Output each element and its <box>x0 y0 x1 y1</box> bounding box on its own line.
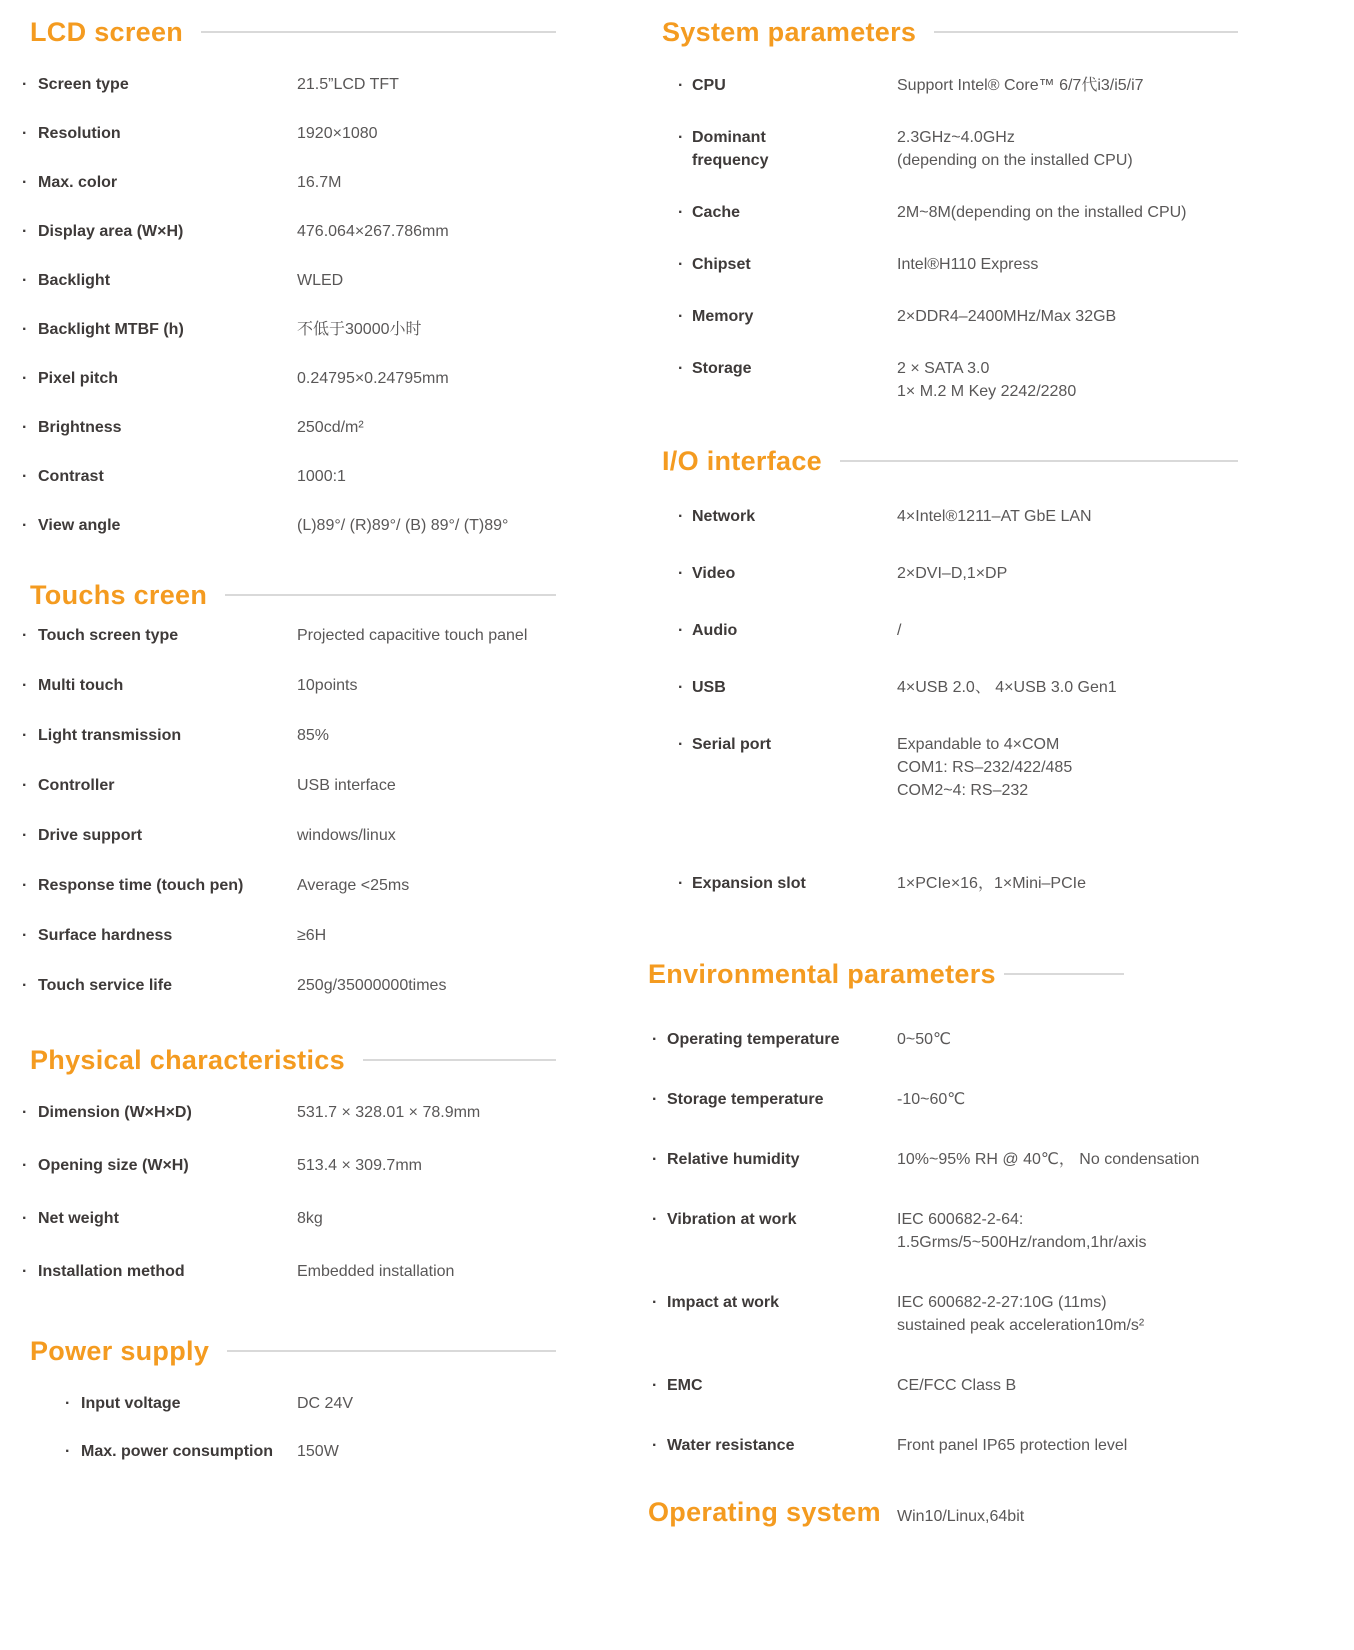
spec-value <box>897 1028 951 1051</box>
spec-label: Installation method <box>38 1263 185 1280</box>
spec-value <box>297 221 449 243</box>
bullet-icon: · <box>22 877 28 894</box>
section-header-system-parameters <box>648 14 1334 50</box>
spec-row <box>20 368 556 390</box>
spec-row <box>20 725 556 747</box>
spec-value-line: 4×USB 2.0、 4×USB 3.0 Gen1 <box>897 679 1117 696</box>
spec-value <box>297 319 422 341</box>
spec-row <box>20 1441 556 1463</box>
spec-label: Controller <box>38 777 115 794</box>
spec-row <box>20 875 556 897</box>
bullet-icon: · <box>678 204 684 221</box>
section-divider-line <box>1004 973 1124 975</box>
spec-row <box>648 357 1334 403</box>
spec-row <box>648 1148 1334 1171</box>
bullet-icon: · <box>678 565 684 582</box>
spec-value-line: Average <25ms <box>297 877 410 894</box>
section-header-touch-screen <box>20 577 556 613</box>
bullet-icon: · <box>678 622 684 639</box>
spec-value <box>897 305 1116 328</box>
spec-row <box>20 975 556 997</box>
spec-row <box>648 562 1334 585</box>
bullet-icon: · <box>22 1263 28 1280</box>
spec-row <box>20 675 556 697</box>
bullet-icon: · <box>65 1443 71 1460</box>
spec-value <box>297 123 378 145</box>
spec-row <box>20 172 556 194</box>
spec-value <box>297 975 446 997</box>
spec-value <box>297 825 396 847</box>
spec-value <box>297 1441 339 1463</box>
section-divider-line <box>840 460 1238 462</box>
bullet-icon: · <box>652 1151 658 1168</box>
bullet-icon: · <box>22 777 28 794</box>
spec-value-line: COM1: RS–232/422/485 <box>897 759 1073 776</box>
bullet-icon: · <box>652 1091 658 1108</box>
section-title-io-interface: I/O interface <box>662 446 822 476</box>
spec-label: Pixel pitch <box>38 370 119 387</box>
spec-label: Water resistance <box>667 1437 795 1454</box>
bullet-icon: · <box>22 677 28 694</box>
spec-value-line: Support Intel® Core™ 6/7代i3/i5/i7 <box>897 77 1144 94</box>
spec-value-line: 8kg <box>297 1210 323 1227</box>
section-inline-value: Win10/Linux,64bit <box>897 1508 1025 1525</box>
spec-value-line: 21.5”LCD TFT <box>297 76 399 93</box>
spec-value <box>297 1155 422 1177</box>
spec-value <box>897 253 1038 276</box>
spec-value-line: 2×DVI–D,1×DP <box>897 565 1008 582</box>
spec-value-line: Front panel IP65 protection level <box>897 1437 1128 1454</box>
spec-label: Relative humidity <box>667 1151 800 1168</box>
spec-row <box>20 270 556 292</box>
spec-row <box>20 221 556 243</box>
spec-value <box>897 676 1117 699</box>
spec-value-line: (depending on the installed CPU) <box>897 152 1133 169</box>
spec-row <box>20 925 556 947</box>
spec-row <box>648 1028 1334 1051</box>
spec-label: CPU <box>692 77 726 94</box>
spec-value <box>897 1434 1127 1457</box>
bullet-icon: · <box>678 736 684 753</box>
section-title-system-parameters: System parameters <box>662 17 917 47</box>
spec-value <box>897 1374 1016 1397</box>
bullet-icon: · <box>22 125 28 142</box>
spec-label: Storage <box>692 360 752 377</box>
spec-value <box>297 775 396 797</box>
bullet-icon: · <box>22 1157 28 1174</box>
spec-value <box>297 466 346 488</box>
spec-value-line: Projected capacitive touch panel <box>297 627 528 644</box>
spec-label: Expansion slot <box>692 875 806 892</box>
spec-row <box>648 619 1334 642</box>
section-divider-line <box>201 31 556 33</box>
spec-label: Contrast <box>38 468 104 485</box>
bullet-icon: · <box>22 727 28 744</box>
spec-value-line: 不低于30000小时 <box>297 321 422 338</box>
spec-value-line: 85% <box>297 727 330 744</box>
section-title-power-supply: Power supply <box>30 1336 210 1366</box>
bullet-icon: · <box>22 174 28 191</box>
bullet-icon: · <box>22 419 28 436</box>
spec-value-line: 4×Intel®1211–AT GbE LAN <box>897 508 1092 525</box>
spec-value-line: 0~50℃ <box>897 1031 952 1048</box>
spec-value-line: 1920×1080 <box>297 125 378 142</box>
bullet-icon: · <box>652 1437 658 1454</box>
spec-label: Memory <box>692 308 754 325</box>
bullet-icon: · <box>22 927 28 944</box>
spec-row <box>20 775 556 797</box>
spec-value-line: USB interface <box>297 777 396 794</box>
spec-label: Max. power consumption <box>81 1443 274 1460</box>
spec-value <box>297 1102 480 1124</box>
spec-value <box>897 1208 1146 1254</box>
spec-row <box>20 1261 556 1283</box>
spec-value-line: / <box>897 622 902 639</box>
bullet-icon: · <box>678 360 684 377</box>
right-column <box>648 14 1334 1530</box>
spec-value-line: sustained peak acceleration10m/s² <box>897 1317 1145 1334</box>
section-divider-line <box>934 31 1238 33</box>
section-operating-system <box>648 1494 1334 1530</box>
spec-label: EMC <box>667 1377 703 1394</box>
bullet-icon: · <box>652 1031 658 1048</box>
section-header-power-supply <box>20 1333 556 1369</box>
bullet-icon: · <box>678 875 684 892</box>
spec-value-line: 2M~8M(depending on the installed CPU) <box>897 204 1187 221</box>
bullet-icon: · <box>652 1377 658 1394</box>
spec-value <box>897 1291 1144 1337</box>
spec-value-line: 1× M.2 M Key 2242/2280 <box>897 383 1077 400</box>
section-title-environmental-parameters: Environmental parameters <box>648 959 996 989</box>
spec-row <box>20 466 556 488</box>
spec-value-line: Expandable to 4×COM <box>897 736 1060 753</box>
spec-label: Serial port <box>692 736 772 753</box>
spec-value <box>297 1261 454 1283</box>
spec-value-line: WLED <box>297 272 344 289</box>
bullet-icon: · <box>22 1104 28 1121</box>
spec-value <box>897 619 901 642</box>
section-divider-line <box>225 594 556 596</box>
spec-value <box>897 74 1144 97</box>
spec-value <box>897 201 1187 224</box>
spec-value <box>297 172 341 194</box>
section-io-interface <box>648 443 1334 895</box>
spec-label: Multi touch <box>38 677 124 694</box>
spec-value-line: IEC 600682-2-27:10G (11ms) <box>897 1294 1107 1311</box>
spec-value-line: 1.5Grms/5~500Hz/random,1hr/axis <box>897 1234 1147 1251</box>
spec-label: Dimension (W×H×D) <box>38 1104 192 1121</box>
spec-label: Backlight MTBF (h) <box>38 321 184 338</box>
bullet-icon: · <box>22 370 28 387</box>
section-physical-characteristics <box>20 1042 556 1283</box>
spec-row <box>20 1208 556 1230</box>
bullet-icon: · <box>652 1211 658 1228</box>
spec-label: Light transmission <box>38 727 182 744</box>
spec-row <box>648 1088 1334 1111</box>
bullet-icon: · <box>22 76 28 93</box>
bullet-icon: · <box>22 223 28 240</box>
spec-value <box>297 270 343 292</box>
bullet-icon: · <box>22 272 28 289</box>
spec-label: Resolution <box>38 125 121 142</box>
spec-label: Impact at work <box>667 1294 780 1311</box>
spec-value-line: -10~60℃ <box>897 1091 966 1108</box>
bullet-icon: · <box>22 627 28 644</box>
spec-value-line: CE/FCC Class B <box>897 1377 1017 1394</box>
spec-value <box>897 1148 1199 1171</box>
spec-value <box>297 925 326 947</box>
spec-value-line: 16.7M <box>297 174 342 191</box>
section-header-operating-system <box>648 1494 1334 1530</box>
spec-label: Touch screen type <box>38 627 179 644</box>
spec-label: Display area (W×H) <box>38 223 184 240</box>
spec-label: Storage temperature <box>667 1091 824 1108</box>
spec-value <box>297 515 508 537</box>
spec-value-line: 531.7 × 328.01 × 78.9mm <box>297 1104 481 1121</box>
spec-row <box>20 1393 556 1415</box>
spec-row <box>648 676 1334 699</box>
spec-value-line: 513.4 × 309.7mm <box>297 1157 422 1174</box>
bullet-icon: · <box>678 129 684 146</box>
spec-value-line: 476.064×267.786mm <box>297 223 449 240</box>
spec-value-line: 1×PCIe×16，1×Mini–PCIe <box>897 875 1087 892</box>
spec-label: Opening size (W×H) <box>38 1157 189 1174</box>
spec-value-line: Intel®H110 Express <box>897 256 1039 273</box>
spec-label: Input voltage <box>81 1395 181 1412</box>
spec-value <box>297 368 449 390</box>
spec-label: USB <box>692 679 726 696</box>
spec-row <box>20 123 556 145</box>
spec-value-line: COM2~4: RS–232 <box>897 782 1029 799</box>
bullet-icon: · <box>652 1294 658 1311</box>
spec-row <box>648 1434 1334 1457</box>
spec-value-line: 1000:1 <box>297 468 346 485</box>
bullet-icon: · <box>22 321 28 338</box>
spec-label: Max. color <box>38 174 118 191</box>
spec-label: Cache <box>692 204 741 221</box>
spec-row <box>20 1102 556 1124</box>
section-header-physical-characteristics <box>20 1042 556 1078</box>
spec-label: Video <box>692 565 736 582</box>
spec-label: Backlight <box>38 272 111 289</box>
spec-label: Network <box>692 508 756 525</box>
bullet-icon: · <box>65 1395 71 1412</box>
spec-value-line: 10points <box>297 677 358 694</box>
spec-value-line: ≥6H <box>297 927 327 944</box>
spec-value-line: 2×DDR4–2400MHz/Max 32GB <box>897 308 1117 325</box>
spec-value <box>897 733 1072 802</box>
spec-row <box>20 515 556 537</box>
spec-row <box>648 201 1334 224</box>
spec-value <box>897 1088 965 1111</box>
bullet-icon: · <box>22 517 28 534</box>
spec-value-line: 250cd/m² <box>297 419 364 436</box>
spec-row <box>648 1374 1334 1397</box>
spec-label: Dominant frequency <box>692 129 769 169</box>
spec-value-line: 0.24795×0.24795mm <box>297 370 449 387</box>
spec-row <box>648 505 1334 528</box>
bullet-icon: · <box>22 1210 28 1227</box>
section-divider-line <box>227 1350 556 1352</box>
spec-value-line: 150W <box>297 1443 339 1460</box>
spec-value-line: windows/linux <box>297 827 396 844</box>
bullet-icon: · <box>22 468 28 485</box>
spec-value <box>297 875 409 897</box>
spec-value <box>297 725 329 747</box>
bullet-icon: · <box>678 77 684 94</box>
spec-row <box>20 825 556 847</box>
spec-label: View angle <box>38 517 121 534</box>
spec-row <box>648 305 1334 328</box>
spec-row <box>20 417 556 439</box>
spec-row <box>20 1155 556 1177</box>
spec-value-line: 2 × SATA 3.0 <box>897 360 990 377</box>
spec-row <box>20 319 556 341</box>
spec-row <box>648 1208 1334 1254</box>
bullet-icon: · <box>678 679 684 696</box>
section-lcd-screen <box>20 14 556 537</box>
section-header-environmental-parameters <box>648 956 1334 992</box>
spec-value <box>897 357 1076 403</box>
section-power-supply <box>20 1333 556 1463</box>
spec-value <box>897 126 1133 172</box>
spec-value <box>297 417 364 439</box>
section-environmental-parameters <box>648 956 1334 1457</box>
spec-value-line: 10%~95% RH @ 40℃， No condensation <box>897 1151 1200 1168</box>
bullet-icon: · <box>678 308 684 325</box>
spec-label: Operating temperature <box>667 1031 840 1048</box>
spec-row <box>648 253 1334 276</box>
spec-label: Audio <box>692 622 738 639</box>
spec-label: Surface hardness <box>38 927 173 944</box>
section-header-lcd-screen <box>20 14 556 50</box>
spec-label: Vibration at work <box>667 1211 797 1228</box>
spec-row <box>648 74 1334 97</box>
spec-value <box>297 1208 323 1230</box>
spec-label: Response time (touch pen) <box>38 877 244 894</box>
section-divider-line <box>363 1059 556 1061</box>
left-column <box>20 14 556 1489</box>
section-header-io-interface <box>648 443 1334 479</box>
spec-label: Chipset <box>692 256 751 273</box>
section-title-touch-screen: Touchs creen <box>30 580 208 610</box>
spec-label: Net weight <box>38 1210 119 1227</box>
bullet-icon: · <box>678 508 684 525</box>
spec-value <box>297 74 399 96</box>
spec-value-line: Embedded installation <box>297 1263 455 1280</box>
spec-value-line: 2.3GHz~4.0GHz <box>897 129 1015 146</box>
bullet-icon: · <box>22 977 28 994</box>
spec-row <box>648 126 1334 172</box>
section-title-operating-system: Operating system <box>648 1497 881 1527</box>
section-title-lcd-screen: LCD screen <box>30 17 184 47</box>
spec-label: Touch service life <box>38 977 172 994</box>
spec-row <box>20 74 556 96</box>
spec-value <box>297 625 527 647</box>
spec-value <box>297 675 358 697</box>
spec-value-line: IEC 600682-2-64: <box>897 1211 1024 1228</box>
spec-label: Drive support <box>38 827 143 844</box>
section-title-physical-characteristics: Physical characteristics <box>30 1045 345 1075</box>
spec-value-line: 250g/35000000times <box>297 977 447 994</box>
spec-row <box>648 872 1334 895</box>
spec-label: Brightness <box>38 419 122 436</box>
spec-value-line: (L)89°/ (R)89°/ (B) 89°/ (T)89° <box>297 517 509 534</box>
spec-row <box>648 733 1334 802</box>
spec-value <box>897 505 1092 528</box>
section-touch-screen <box>20 577 556 997</box>
spec-row <box>20 625 556 647</box>
spec-row <box>648 1291 1334 1337</box>
spec-value <box>897 562 1007 585</box>
spec-value <box>297 1393 353 1415</box>
spec-value-line: DC 24V <box>297 1395 354 1412</box>
bullet-icon: · <box>22 827 28 844</box>
spec-value <box>897 872 1086 895</box>
spec-label: Screen type <box>38 76 129 93</box>
bullet-icon: · <box>678 256 684 273</box>
section-system-parameters <box>648 14 1334 403</box>
